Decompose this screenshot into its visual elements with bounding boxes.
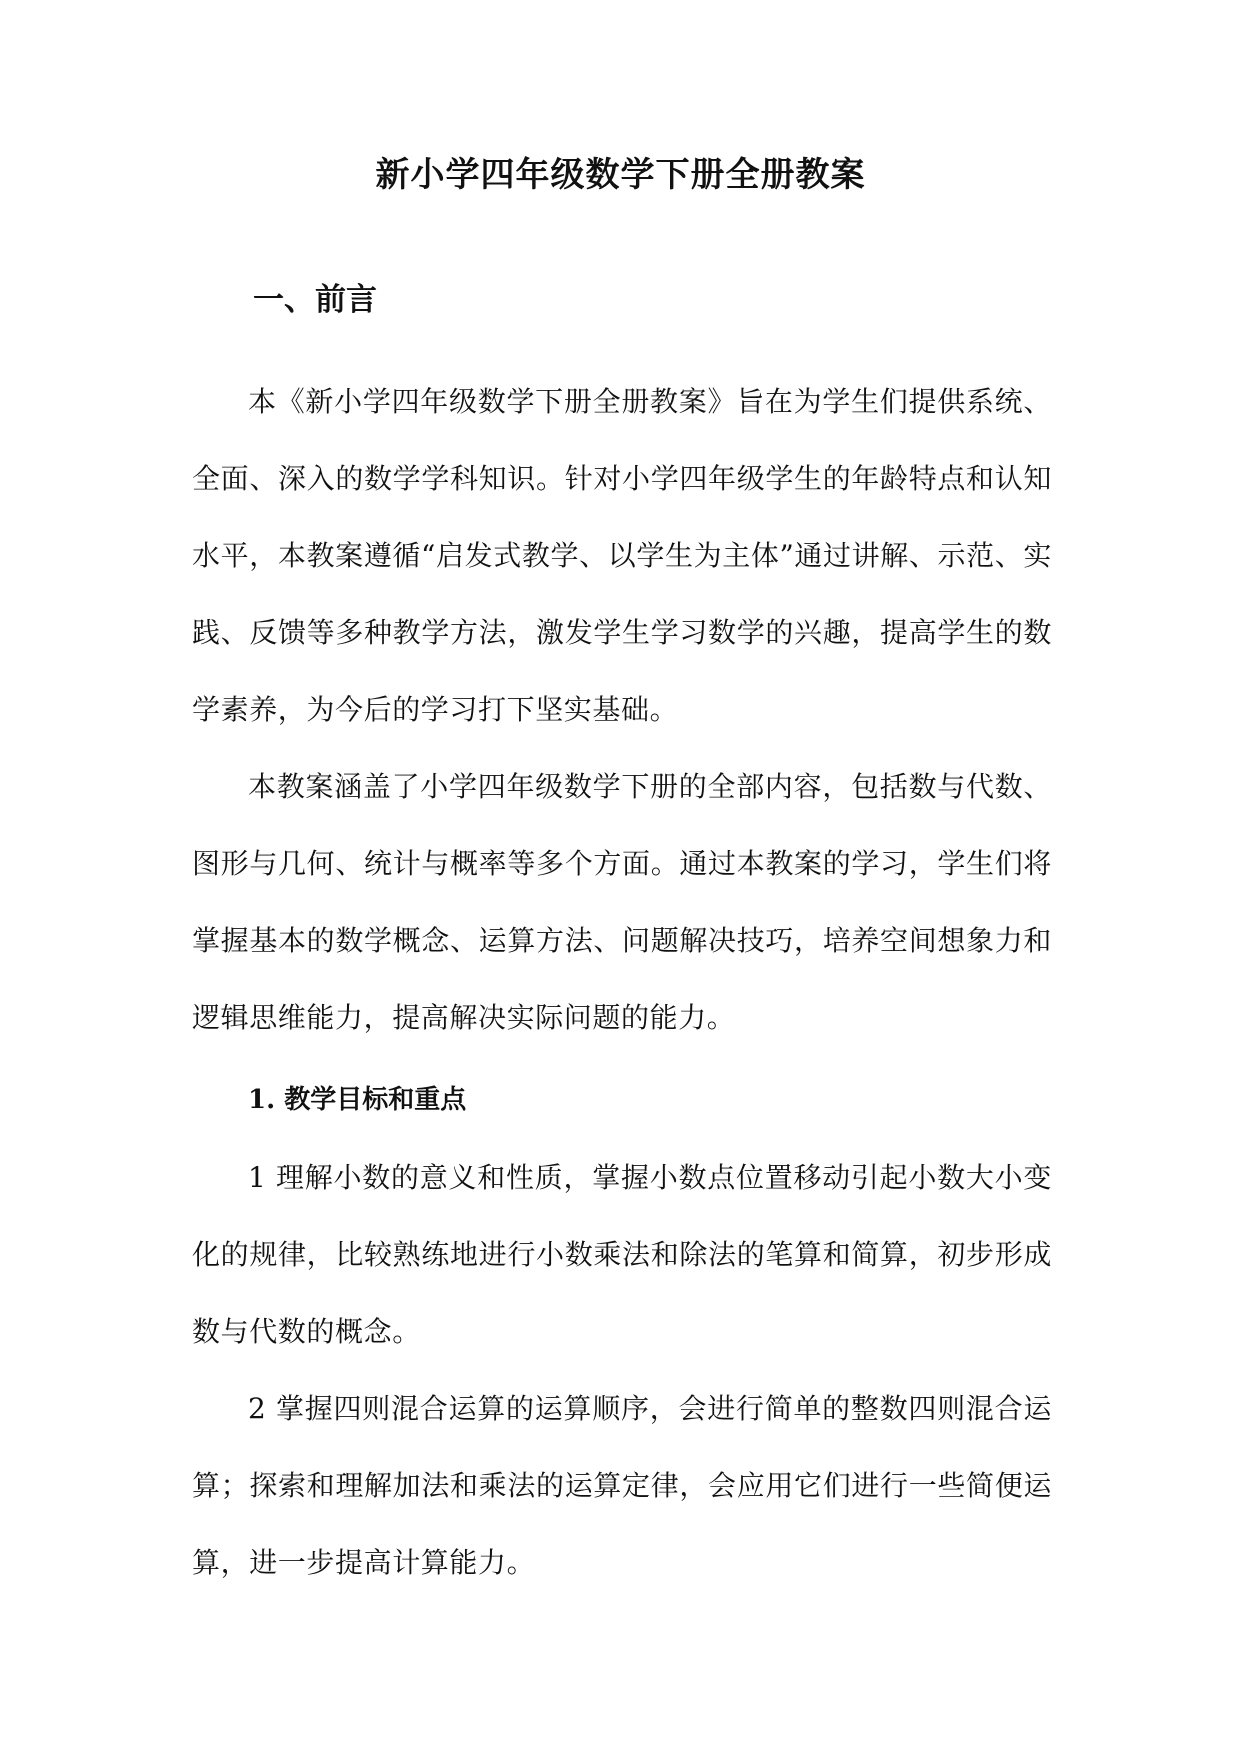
objective-item-2: 2 掌握四则混合运算的运算顺序，会进行简单的整数四则混合运算；探索和理解加法和乘法的运算定律，会应用它们进行一些简便运算，进一步提高计算能力。: [192, 1392, 1052, 1579]
subsection-heading-objectives: 1. 教学目标和重点: [248, 1085, 467, 1115]
preface-paragraph-2: 本教案涵盖了小学四年级数学下册的全部内容，包括数与代数、图形与几何、统计与概率等多个方面。通过本教案的学习，学生们将掌握基本的数学概念、运算方法、问题解决技巧，培养空间想象力和逻辑思维能力，提高解决实际问题的能力。: [192, 770, 1052, 1034]
section-heading-preface: 一、前言: [253, 282, 377, 318]
preface-paragraph-1: 本《新小学四年级数学下册全册教案》旨在为学生们提供系统、全面、深入的数学学科知识。针对小学四年级学生的年龄特点和认知水平，本教案遵循“启发式教学、以学生为主体”通过讲解、示范、实践、反馈等多种教学方法，激发学生学习数学的兴趣，提高学生的数学素养，为今后的学习打下坚实基础。: [192, 385, 1052, 726]
document-title: 新小学四年级数学下册全册教案: [375, 155, 866, 195]
objective-item-1: 1 理解小数的意义和性质，掌握小数点位置移动引起小数大小变化的规律，比较熟练地进行小数乘法和除法的笔算和简算，初步形成数与代数的概念。: [192, 1161, 1052, 1348]
